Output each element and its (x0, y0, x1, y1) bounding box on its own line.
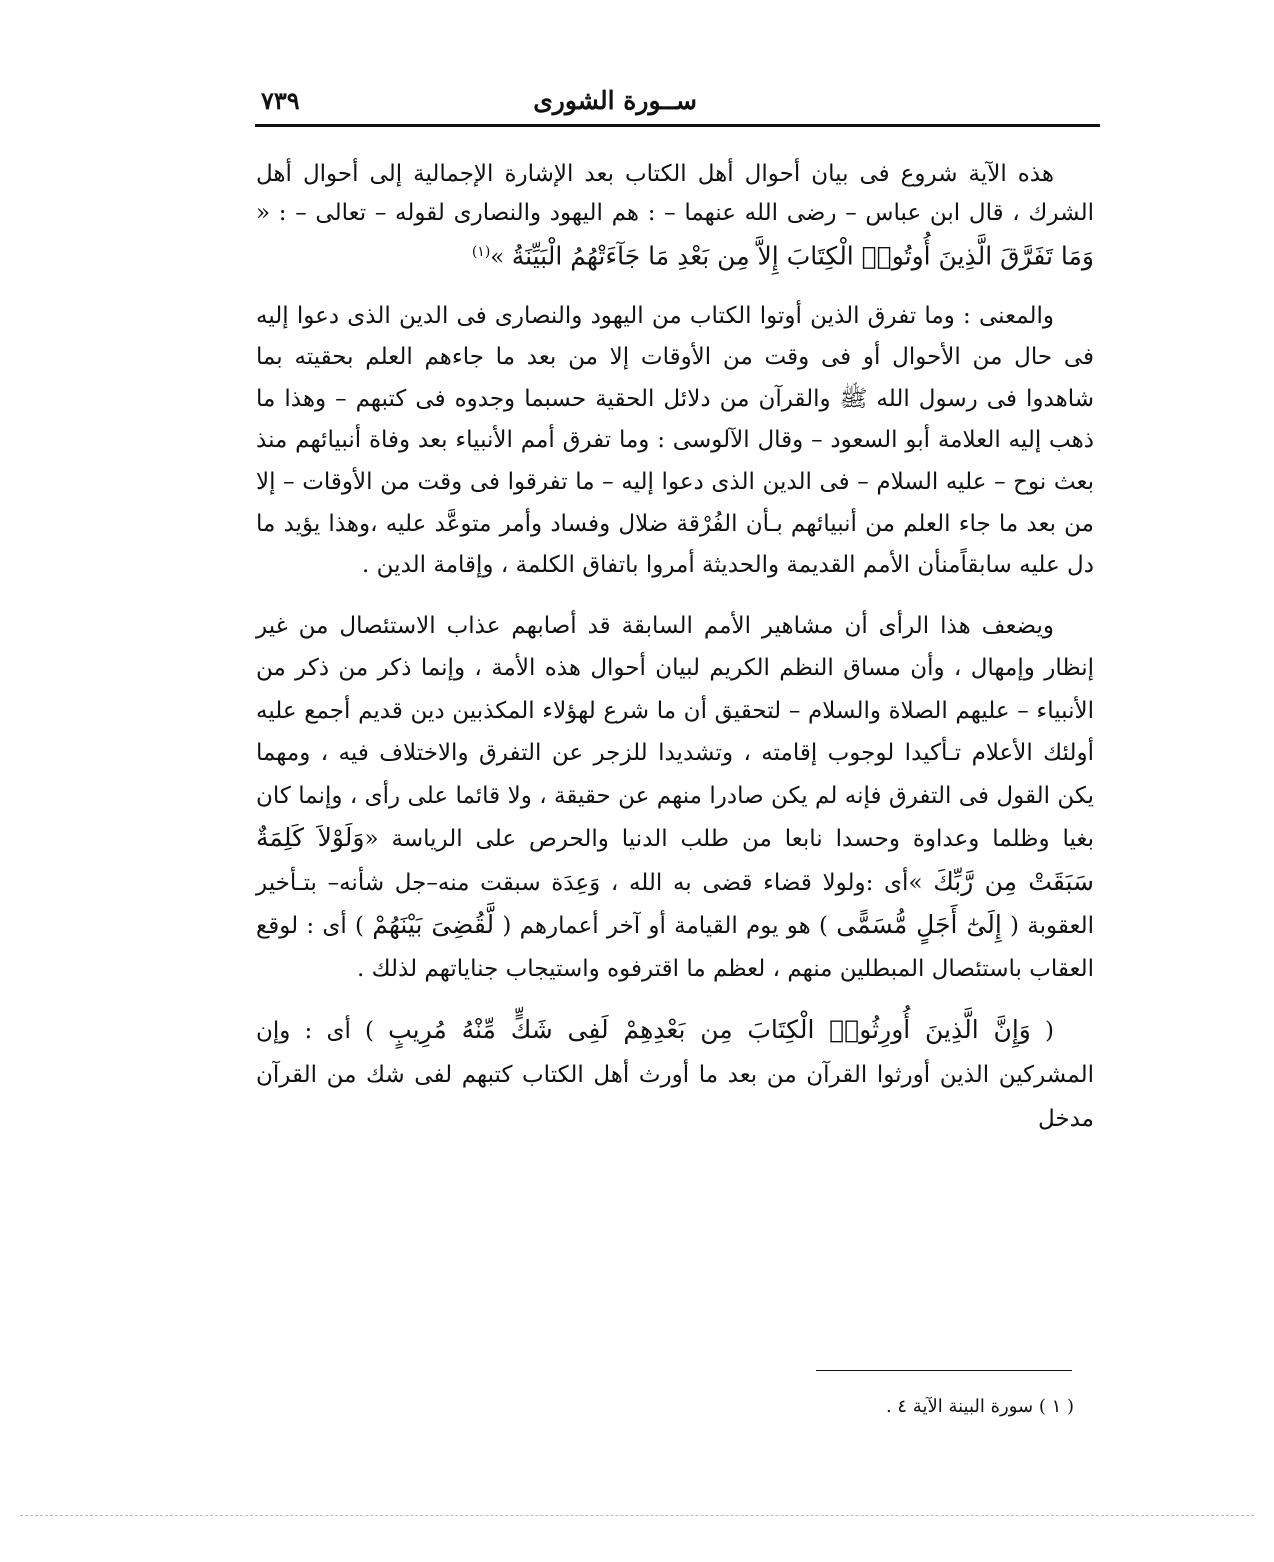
surah-title: ســورة الشورى (533, 86, 697, 115)
text-segment: ) أى : وإن المشركين الذين أورثوا القرآن من بعد ما أورث أهل الكتاب كتبهم لفى شك من القرآن مدخل (256, 1018, 1094, 1133)
text-segment: ) هو يوم القيامة أو آخر أعمارهم ( (494, 913, 837, 940)
text-segment: ويضعف هذا الرأى أن مشاهير الأمم السابقة قد أصابهم عذاب الاستئصال من غير إنظار وإمهال ، وأن مساق النظم الكريم لبيان أحوال هذه الأمة ، وإنما ذكر من ذكر من الأنبياء – عليهم الصلاة والسلام – لتحقيق أن ما شرع لهؤلاء المكذبين دين قديم أجمع عليه أولئك الأعلام تـأكيدا لوجوب إقامته ، وتشديدا للزجر عن التفرق والاختلاف فيه ، ومهما يكن القول فى التفرق فإنه لم يكن صادرا منهم عن حقيقة ، ولا قائما على رأى ، وإنما كان بغيا وظلما وعداوة وحسدا نابعا من طلب الدنيا والحرص على الرياسة « (256, 612, 1094, 853)
quran-verse: وَإِنَّ الَّذِينَ أُورِثُوا۟ الْكِتَابَ مِن بَعْدِهِمْ لَفِى شَكٍّ مِّنْهُ مُرِيبٍ (388, 1015, 1031, 1045)
paragraph-4 (256, 1008, 1094, 1141)
running-header (255, 84, 1097, 122)
text-segment: ) أى : لوقع العقاب باستئصال المبطلين منهم ، لعظم ما اقترفوه واستيجاب جناياتهم لذلك . (256, 913, 1094, 982)
quran-verse: لَّقُضِىَ بَيْنَهُمْ (372, 910, 495, 940)
paragraph-2 (256, 296, 1094, 587)
quran-verse: وَلَوْلاَ كَلِمَةٌ سَبَقَتْ مِن رَّبِّكَ (256, 823, 1094, 896)
header-rule (255, 124, 1100, 127)
footnote: ( ١ ) سورة البينة الآية ٤ . (885, 1396, 1074, 1417)
scan-edge-dashes (20, 1515, 1254, 1516)
text-segment: ( (1030, 1018, 1054, 1045)
paragraph-1 (256, 155, 1094, 278)
text-segment: والمعنى : وما تفرق الذين أوتوا الكتاب من اليهود والنصارى فى الدين الذى دعوا إليه فى حال من الأحوال أو فى وقت من الأوقات إلا من بعد ما جاءهم العلم بحقيته بما شاهدوا فى رسول الله ﷺ والقرآن من دلائل الحقية حسبما وجدوه فى كتبهم – وهذا ما ذهب إليه العلامة أبو السعود – وقال الآلوسى : وما تفرق أمم الأنبياء بعد وفاة أنبيائهم منذ بعث نوح – عليه السلام – فى الدين الذى دعوا إليه – ما تفرقوا فى وقت من الأوقات – إلا من بعد ما جاء العلم من أنبيائهم بـأن الفُرْقة ضلال وفساد وأمر متوعَّد عليه ،وهذا يؤيد ما دل عليه سابقاًمنأن الأمم القديمة والحديثة أمروا باتفاق الكلمة ، وإقامة الدين . (256, 302, 1094, 579)
quran-verse: إِلَىٰٓ أَجَلٍ مُّسَمًّى (836, 910, 1002, 940)
footnote-marker: (١) (471, 244, 491, 260)
quran-verse: وَمَا تَفَرَّقَ الَّذِينَ أُوتُوا۟ الْكِتَابَ إِلاَّ مِن بَعْدِ مَا جَآءَتْهُمُ الْبَيِّنَةُ (511, 241, 1094, 271)
paragraph-3 (256, 605, 1094, 991)
text-segment: هذه الآية شروع فى بيان أحوال أهل الكتاب بعد الإشارة الإجمالية إلى أحوال أهل الشرك ، قال ابن عباس – رضى الله عنهما – : هم اليهود والنصارى لقوله – تعالى – : « (256, 161, 1094, 226)
text-segment: »أى :ولولا قضاء قضى به الله ، وَعِدَة سبقت منه–جل شأنه– بتـأخير العقوبة ( (256, 869, 1095, 940)
body-text (256, 155, 1094, 1141)
text-segment: » (490, 244, 512, 271)
footnote-rule (816, 1370, 1072, 1371)
page-number: ٧٣٩ (261, 86, 300, 115)
